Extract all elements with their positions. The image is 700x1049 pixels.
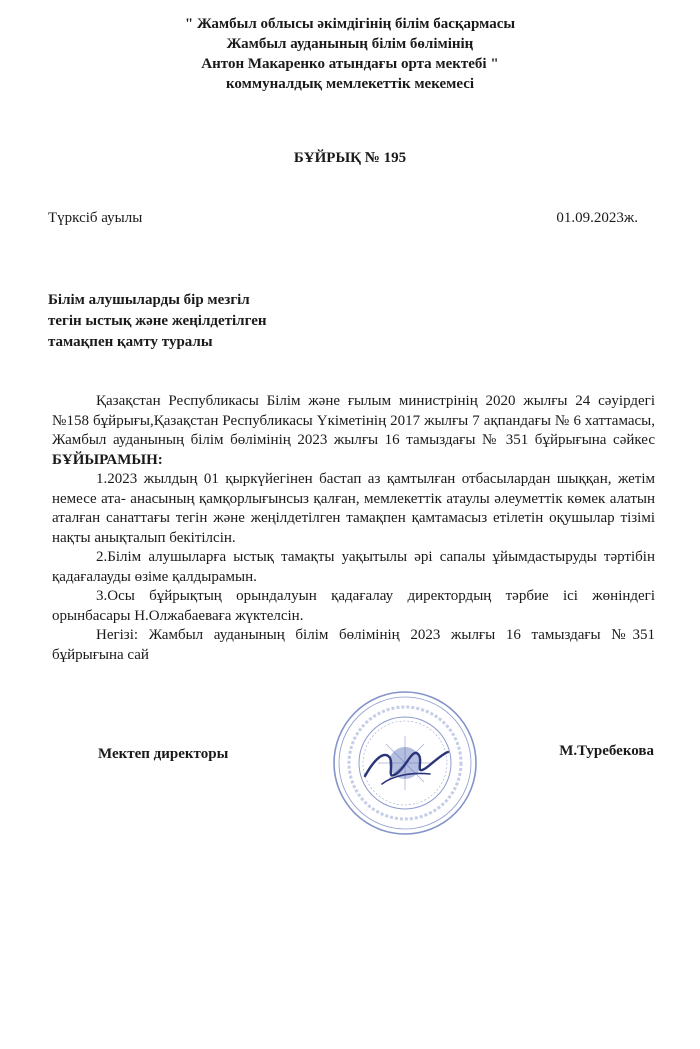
order-subject bbox=[48, 290, 267, 353]
body-item-3: 3.Осы бұйрықтың орындалуын қадағалау директордың тәрбие ісі жөніндегі орынбасары Н.Олжабаеваға жүктелсін. bbox=[52, 588, 655, 624]
subject-line-2: тегін ыстық және жеңілдетілген bbox=[48, 313, 267, 329]
header-line-2: Жамбыл ауданының білім бөлімінің bbox=[226, 36, 474, 52]
body-item-1: 1.2023 жылдың 01 қыркүйегінен бастап аз қамтылған отбасылардан шыққан, жетім немесе ата- анасының қамқорлығынсыз қалған, мемлекеттік атаулы әлеуметтік көмек алатын аталған санаттағы тегін және жеңілдетілген тамақпен қамтамасыз етілетін оқушылар тізімі нақты анықталып бекітілсін. bbox=[52, 471, 655, 546]
order-title: БҰЙРЫҚ № 195 bbox=[293, 150, 407, 166]
header-line-4: коммуналдық мемлекеттік мекемесі bbox=[225, 76, 475, 92]
director-position: Мектеп директоры bbox=[98, 746, 229, 762]
subject-line-1: Білім алушыларды бір мезгіл bbox=[48, 292, 250, 308]
subject-line-3: тамақпен қамту туралы bbox=[48, 334, 213, 350]
intro-text: Қазақстан Республикасы Білім және ғылым министрінің 2020 жылғы 24 сәуірдегі №158 бұйрығы,Қазақстан Республикасы Үкіметінің 2017 жылғы 7 ақпандағы № 6 хаттамасы, Жамбыл ауданының білім бөлімінің 2023 жылғы 16 тамыздағы № 351 бұйрығына сәйкес bbox=[52, 393, 655, 448]
body-intro bbox=[52, 392, 655, 470]
order-date: 01.09.2023ж. bbox=[556, 210, 638, 226]
organization-header bbox=[0, 14, 700, 94]
order-body bbox=[52, 392, 655, 665]
body-basis: Негізі: Жамбыл ауданының білім бөлімінің 2023 жылғы 16 тамыздағы №351 бұйрығына сай bbox=[52, 627, 655, 663]
header-line-3: Антон Макаренко атындағы орта мектебі " bbox=[201, 56, 499, 72]
director-name: М.Туребекова bbox=[559, 743, 654, 759]
intro-command: БҰЙЫРАМЫН: bbox=[52, 451, 163, 468]
official-seal-icon bbox=[330, 688, 480, 838]
header-line-1: " Жамбыл облысы әкімдігінің білім басқармасы bbox=[184, 16, 516, 32]
order-place: Түрксіб ауылы bbox=[48, 210, 143, 226]
body-item-2: 2.Білім алушыларға ыстық тамақты уақытылы әрі сапалы ұйымдастыруды тәртібін қадағалауды өзіме қалдырамын. bbox=[52, 549, 655, 585]
